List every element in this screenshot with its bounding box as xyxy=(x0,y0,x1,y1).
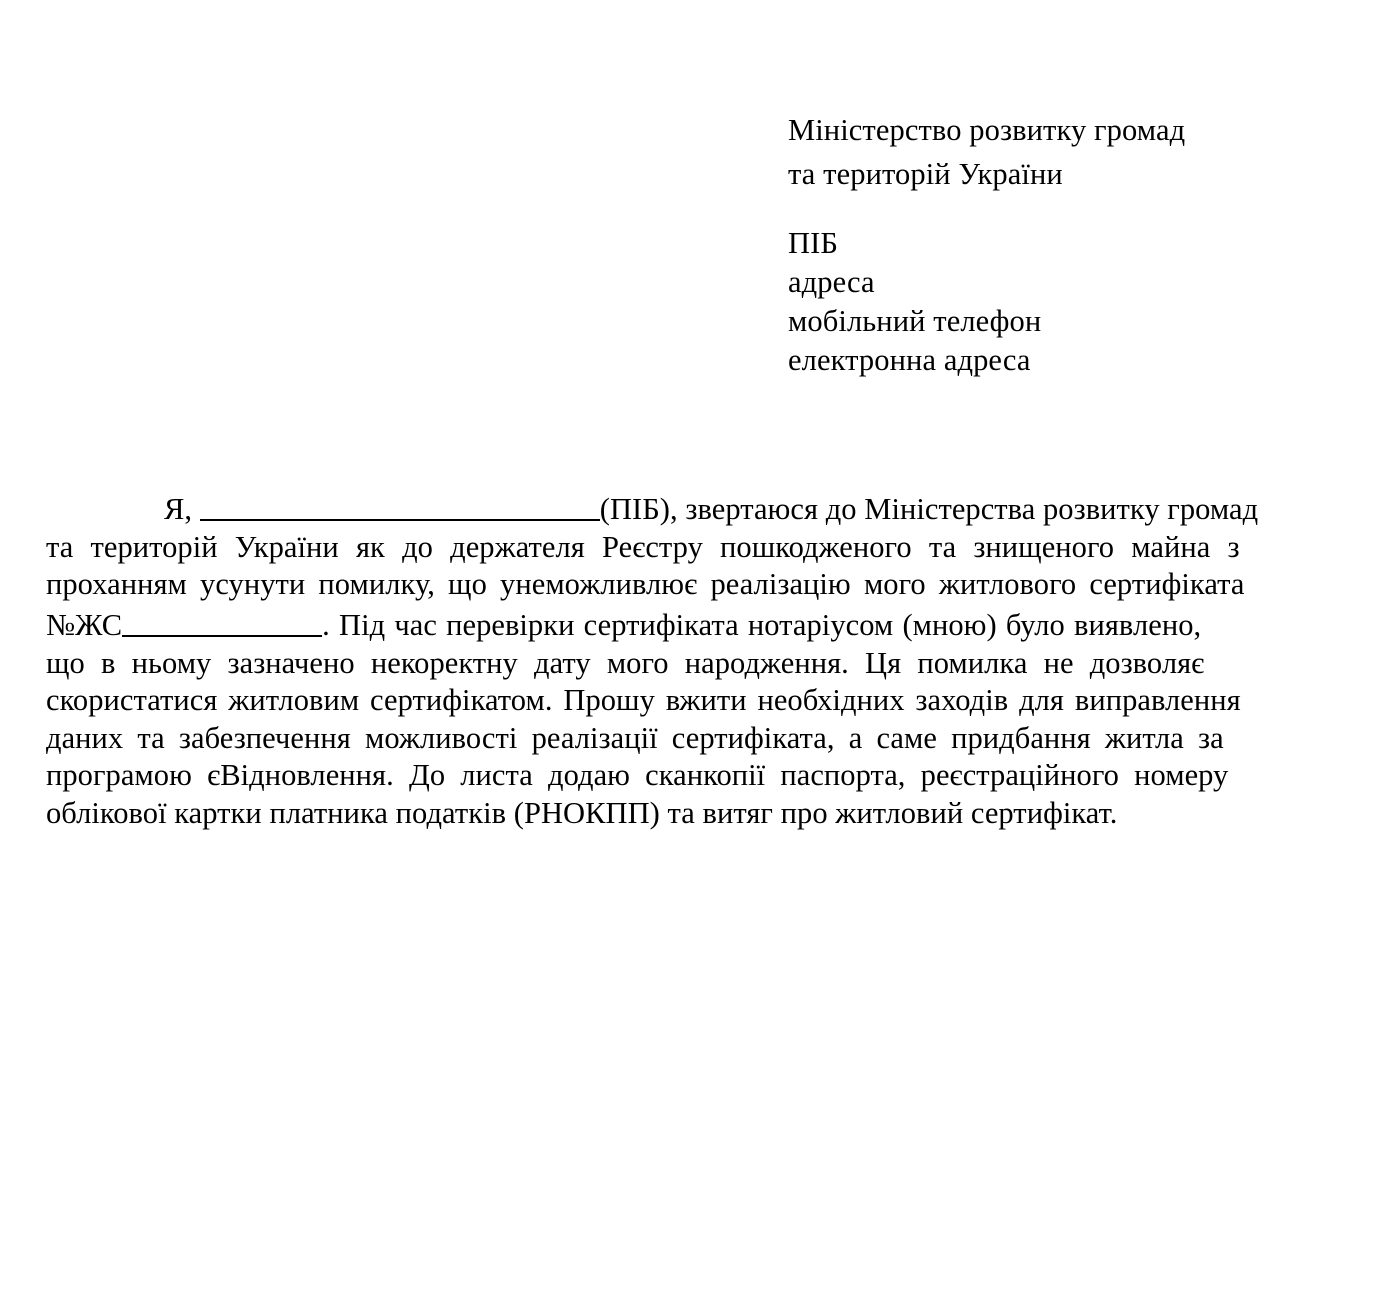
recipient-line-1: Міністерство розвитку громад xyxy=(788,113,1186,147)
sender-address-placeholder: адреса xyxy=(788,265,875,299)
recipient-block xyxy=(788,108,1328,196)
recipient-line-2: та територій України xyxy=(788,157,1063,191)
sender-block xyxy=(788,224,1328,380)
body-line-9: облікової картки платника податків (РНОКПП) та витяг про житловий сертифікат. xyxy=(46,795,1118,830)
fill-blank-full-name[interactable] xyxy=(200,488,600,521)
letter-body xyxy=(46,488,1342,833)
sender-name-placeholder: ПІБ xyxy=(788,226,838,260)
body-line-5: що в ньому зазначено некоректну дату мого народження. Ця помилка не дозволяє xyxy=(46,645,1205,680)
body-line-7: даних та забезпечення можливості реалізації сертифіката, а саме придбання житла за xyxy=(46,720,1224,755)
body-line-1-post: (ПІБ), звертаюся до Міністерства розвитку громад xyxy=(599,492,1259,527)
body-line-2: та територій України як до держателя Реєстру пошкодженого та знищеного майна з xyxy=(46,529,1240,564)
body-line-1 xyxy=(46,488,1342,529)
body-line-4-pre: №ЖС xyxy=(46,608,123,642)
body-line-6: скористатися житловим сертифікатом. Прошу вжити необхідних заходів для виправлення xyxy=(46,683,1241,718)
sender-email-placeholder: електронна адреса xyxy=(788,343,1031,377)
body-line-3: проханням усунути помилку, що унеможливлює реалізацію мого житлового сертифіката xyxy=(46,567,1245,602)
body-line-8: програмою єВідновлення. До листа додаю сканкопії паспорта, реєстраційного номеру xyxy=(46,758,1229,793)
body-line-1-pre: Я, xyxy=(164,492,200,527)
body-line-4-post: . Під час перевірки сертифіката нотаріусом (мною) було виявлено, xyxy=(322,608,1202,642)
body-line-4 xyxy=(46,604,1342,645)
fill-blank-certificate-number[interactable] xyxy=(122,604,322,637)
sender-phone-placeholder: мобільний телефон xyxy=(788,304,1042,338)
